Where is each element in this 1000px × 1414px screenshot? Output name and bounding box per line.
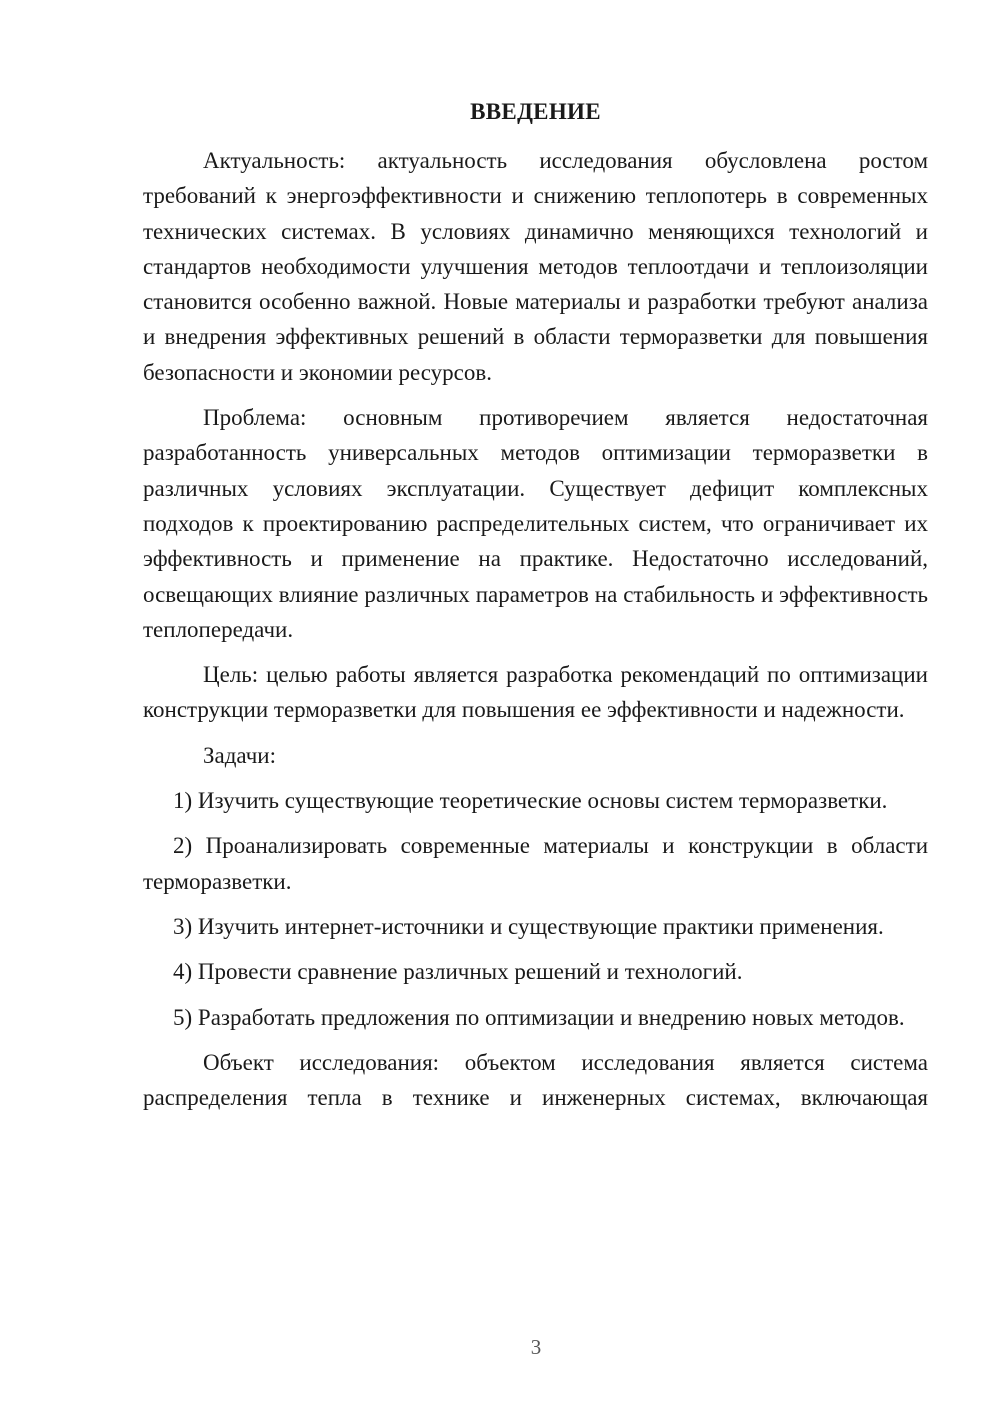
- task-item-1: 1) Изучить существующие теоретические основы систем терморазветки.: [173, 788, 888, 814]
- section-heading: ВВЕДЕНИЕ: [470, 99, 601, 124]
- task-item-5: 5) Разработать предложения по оптимизации и внедрению новых методов.: [173, 1004, 905, 1030]
- goal-paragraph: Цель: целью работы является разработка рекомендаций по оптимизации конструкции терморазветки для повышения ее эффективности и надежности.: [143, 662, 928, 723]
- task-item-4: 4) Провести сравнение различных решений и технологий.: [173, 959, 743, 985]
- page-body: [143, 94, 928, 1125]
- page-number: 3: [530, 1335, 542, 1359]
- task-item-3: 3) Изучить интернет-источники и существующие практики применения.: [173, 913, 884, 939]
- tasks-label: Задачи:: [203, 742, 276, 768]
- problem-paragraph: Проблема: основным противоречием является недостаточная разработанность универсальных методов оптимизации терморазветки в различных условиях эксплуатации. Существует дефицит комплексных подходов к проектированию распределительных систем, что ограничивает их эффективность и применение на практике. Недостаточно исследований, освещающих влияние различных параметров на стабильность и эффективность теплопередачи.: [143, 405, 928, 642]
- object-paragraph: Объект исследования: объектом исследования является система распределения тепла в технике и инженерных системах, включающая: [143, 1049, 928, 1111]
- task-item-2: 2) Проанализировать современные материалы и конструкции в области терморазветки.: [143, 833, 928, 894]
- relevance-paragraph: Актуальность: актуальность исследования обусловлена ростом требований к энергоэффективности и снижению теплопотерь в современных технических системах. В условиях динамично меняющихся технологий и стандартов необходимости улучшения методов теплоотдачи и теплоизоляции становится особенно важной. Новые материалы и разработки требуют анализа и внедрения эффективных решений в области терморазветки для повышения безопасности и экономии ресурсов.: [143, 148, 928, 385]
